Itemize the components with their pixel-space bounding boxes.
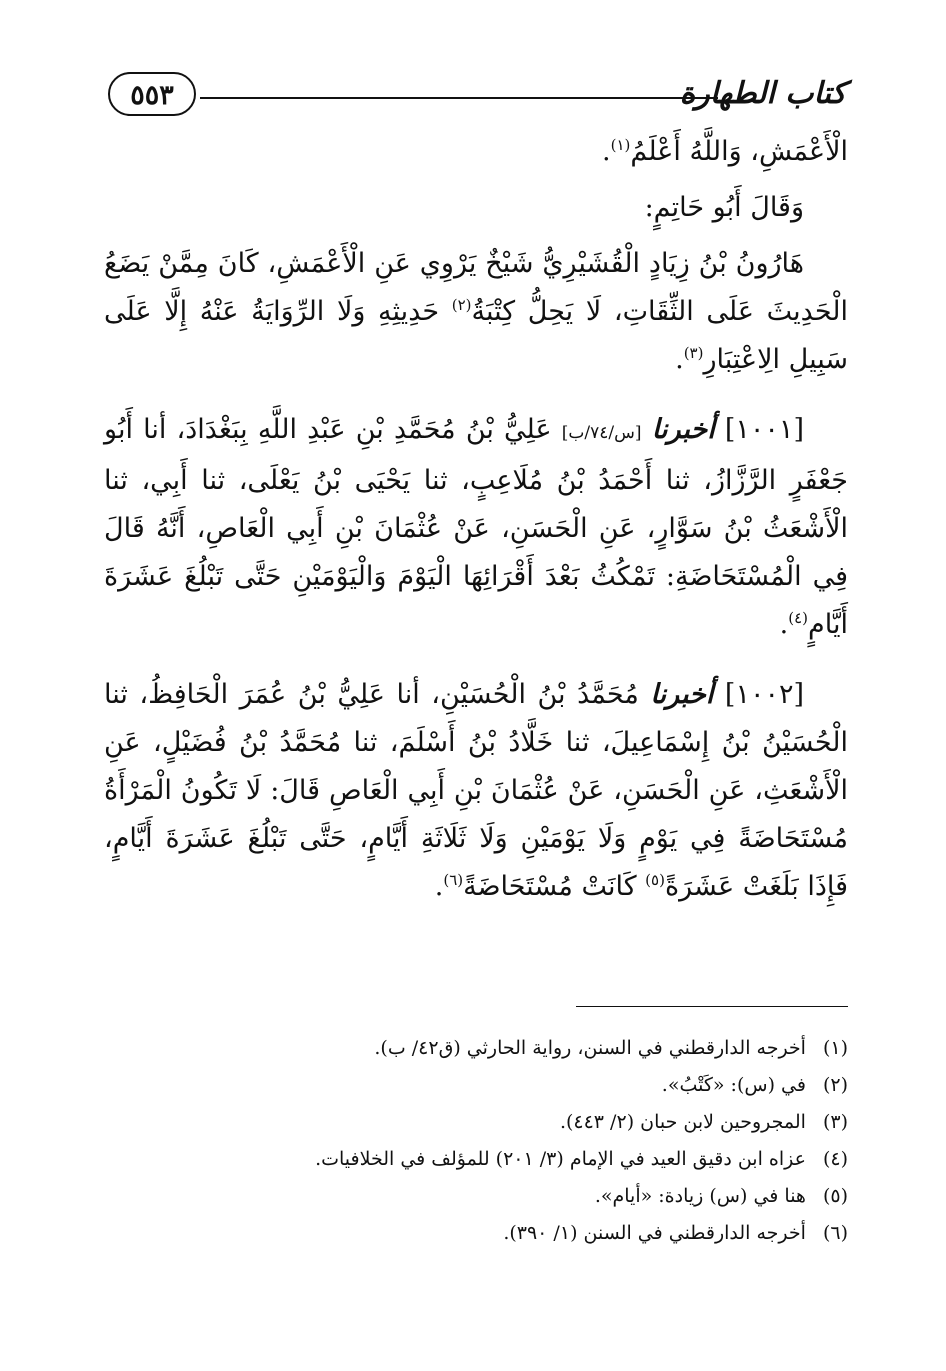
text-run: . [602,136,611,167]
footnote-item [98,1178,848,1215]
paragraph-3 [104,240,848,384]
akhbarana-word: أخبرنا [650,679,714,710]
text-run: . [675,344,684,375]
hadith-number: [١٠٠١] [724,414,804,445]
text-run: حَدِيثِهِ وَلَا الرِّوَايَةُ عَنْهُ إِلَّا عَلَى سَبِيلِ الِاعْتِبَارِ [104,296,848,375]
footnote-text: في (س): «كَتْبُ». [661,1074,806,1096]
footnote-item [98,1215,848,1252]
akhbarana-word: أخبرنا [651,414,715,445]
hadith-1002 [104,671,848,911]
footnote-number: (٢) [822,1074,848,1096]
header-rule [200,97,718,99]
footnote-item [98,1104,848,1141]
footnote-number: (٥) [822,1185,848,1207]
text-run: . [434,871,444,902]
footnote-ref-5: (٥) [645,871,665,889]
paragraph-2: وَقَالَ أَبُو حَاتِمٍ: [644,192,804,223]
footnote-number: (٣) [822,1111,848,1133]
paragraph-1 [104,128,848,176]
text-run: هَارُونُ بْنُ زِيَادٍ الْقُشَيْرِيُّ شَيْخٌ يَرْوِي عَنِ الْأَعْمَشِ، كَانَ مِمَّنْ يَضَعُ الْحَدِيثَ عَلَى الثِّقَاتِ، لَا يَحِلُّ كِتْبَةُ [104,248,848,327]
footnotes [98,1030,848,1252]
text-run: . [779,609,789,640]
hadith-text: مُحَمَّدُ بْنُ الْحُسَيْنِ، أنا عَلِيُّ بْنُ عُمَرَ الْحَافِظُ، ثنا الْحُسَيْنُ بْنُ إِسْمَاعِيلَ، ثنا خَلَّادُ بْنُ أَسْلَمَ، ثنا مُحَمَّدُ بْنُ فُضَيْلٍ، عَنِ الْأَشْعَثِ، عَنِ الْحَسَنِ، عَنْ عُثْمَانَ بْنِ أَبِي الْعَاصِ قَالَ: لَا تَكُونُ الْمَرْأَةُ مُسْتَحَاضَةً فِي يَوْمٍ وَلَا يَوْمَيْنِ وَلَا ثَلَاثَةِ أَيَّامٍ، حَتَّى تَبْلُغَ عَشَرَةَ أَيَّامٍ، فَإِذَا بَلَغَتْ عَشَرَةً [104,679,848,902]
hadith-text: عَلِيُّ بْنُ مُحَمَّدِ بْنِ عَبْدِ اللَّهِ بِبَغْدَادَ، أنا أَبُو جَعْفَرٍ الرَّزَّازُ، ثنا أَحْمَدُ بْنُ مُلَاعِبٍ، ثنا يَحْيَى بْنُ يَعْلَى، ثنا أَبِي، ثنا الْأَشْعَثُ بْنُ سَوَّارٍ، عَنِ الْحَسَنِ، عَنْ عُثْمَانَ بْنِ أَبِي الْعَاصِ، أَنَّهُ قَالَ فِي الْمُسْتَحَاضَةِ: تَمْكُثُ بَعْدَ أَقْرَائِهَا الْيَوْمَ وَالْيَوْمَيْنِ حَتَّى تَبْلُغَ عَشَرَةَ أَيَّامٍ [104,414,848,640]
footnote-number: (١) [822,1037,848,1059]
hadith-1001 [104,406,848,649]
footnote-number: (٦) [822,1222,848,1244]
hadith-number: [١٠٠٢] [724,679,804,710]
footnote-ref-1: (١) [610,136,631,154]
footnote-separator [576,1006,848,1007]
footnote-text: أخرجه الدارقطني في السنن (١/ ٣٩٠). [503,1222,806,1244]
footnote-ref-6: (٦) [443,871,464,889]
footnote-text: عزاه ابن دقيق العيد في الإمام (٣/ ٢٠١) للمؤلف في الخلافيات. [315,1148,806,1170]
footnote-item [98,1141,848,1178]
footnote-item [98,1067,848,1104]
page-header [108,72,846,122]
hadith-text: كَانَتْ مُسْتَحَاضَةً [463,871,646,902]
footnote-ref-3: (٣) [683,344,704,362]
footnote-text: المجروحين لابن حبان (٢/ ٤٤٣). [559,1111,806,1133]
page-number: ٥٥٣ [108,72,196,116]
footnote-text: هنا في (س) زيادة: «أيام». [594,1185,806,1207]
manuscript-ref: [س/٧٤/ب] [561,423,642,443]
footnote-ref-2: (٢) [451,296,472,314]
footnote-ref-4: (٤) [788,609,809,627]
text-run: الْأَعْمَشِ، وَاللَّهُ أَعْلَمُ [630,136,848,167]
footnote-text: أخرجه الدارقطني في السنن، رواية الحارثي (ق٤٢/ ب). [374,1037,806,1059]
book-title: كتاب الطهارة [679,76,846,111]
footnote-item [98,1030,848,1067]
footnote-number: (٤) [822,1148,848,1170]
main-text [104,128,848,911]
